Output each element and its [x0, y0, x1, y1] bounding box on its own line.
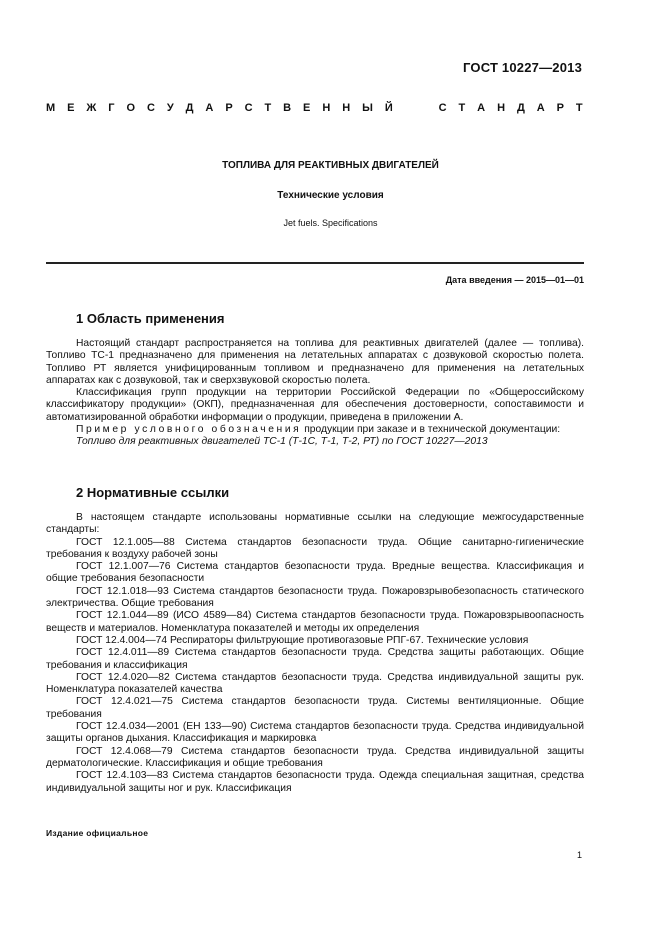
section-1-paragraph-3 — [46, 424, 584, 436]
standard-type-letter: Р — [225, 102, 233, 114]
standard-type-letter: У — [166, 102, 174, 114]
section-2-heading: 2 Нормативные ссылки — [76, 485, 230, 500]
standard-type-letter: Т — [575, 102, 583, 114]
introduction-date: Дата введения — 2015—01—01 — [445, 275, 584, 285]
standard-type-letter: О — [126, 102, 136, 114]
standard-type-letter: Д — [516, 102, 525, 114]
reference-item: ГОСТ 12.4.021—75 Система стандартов безопасности труда. Системы вентиляционные. Общие требования — [46, 696, 584, 720]
gost-number: ГОСТ 10227—2013 — [463, 60, 582, 75]
document-title: ТОПЛИВА ДЛЯ РЕАКТИВНЫХ ДВИГАТЕЛЕЙ — [222, 160, 439, 171]
horizontal-divider — [46, 262, 584, 264]
example-label-rest: продукции при заказе и в технической документации: — [301, 424, 561, 436]
standard-type-letter: Н — [322, 102, 331, 114]
section-2-body — [46, 512, 584, 795]
standard-type-letter: Д — [185, 102, 194, 114]
standard-type-letter: А — [536, 102, 545, 114]
reference-item: ГОСТ 12.4.020—82 Система стандартов безопасности труда. Средства индивидуальной защиты рук. Номенклатура показателей качества — [46, 671, 584, 696]
document-subtitle: Технические условия — [277, 190, 384, 201]
section-1-heading: 1 Область применения — [76, 311, 225, 326]
reference-item: ГОСТ 12.4.034—2001 (ЕН 133—90) Система стандартов безопасности труда. Средства индивидуальной защиты органов дыхания. Классификация и маркировка — [46, 721, 584, 745]
reference-item: ГОСТ 12.1.044—89 (ИСО 4589—84) Система стандартов безопасности труда. Пожаровзрывоопасность веществ и материалов. Номенклатура показателей и методы их определения — [46, 610, 584, 634]
reference-item: ГОСТ 12.4.103—83 Система стандартов безопасности труда. Одежда специальная защитная, средства индивидуальной защиты ног и рук. Классификация — [46, 770, 584, 794]
section-2-intro: В настоящем стандарте использованы нормативные ссылки на следующие межгосударственные стандарты: — [46, 512, 584, 536]
standard-type-letter: Н — [342, 102, 351, 114]
standard-type-heading — [46, 102, 583, 114]
standard-type-letter: Ы — [362, 102, 373, 114]
standard-type-letter: С — [146, 102, 155, 114]
standard-type-letter: Й — [384, 102, 393, 114]
standard-type-letter: Г — [108, 102, 115, 114]
standard-type-letter: С — [244, 102, 253, 114]
standard-type-letter: Р — [556, 102, 564, 114]
standard-type-letter: Н — [497, 102, 506, 114]
page-number: 1 — [576, 850, 582, 860]
section-1-paragraph-2: Классификация групп продукции на территории Российской Федерации по «Общероссийскому классификатору продукции» (ОКП), предназначенная для обеспечения достоверности, сопоставимости и автоматизированной обработки информации о продукции, приведена в приложении А. — [46, 387, 584, 423]
example-label: Пример условного обозначения — [76, 424, 302, 436]
standard-type-letter: Е — [67, 102, 75, 114]
standard-type-letter: С — [438, 102, 447, 114]
standard-type-letter: А — [205, 102, 214, 114]
standard-type-letter: В — [283, 102, 292, 114]
reference-item: ГОСТ 12.4.004—74 Респираторы фильтрующие противогазовые РПГ-67. Технические условия — [76, 634, 529, 646]
standard-type-letter: Ж — [86, 102, 97, 114]
standard-type-letter: Е — [303, 102, 311, 114]
document-title-english: Jet fuels. Specifications — [283, 218, 378, 228]
standard-type-letter: Т — [264, 102, 272, 114]
reference-item: ГОСТ 12.1.007—76 Система стандартов безопасности труда. Вредные вещества. Классификация и общие требования безопасности — [46, 561, 584, 585]
standard-type-letter: Т — [458, 102, 466, 114]
standard-type-letter: М — [46, 102, 56, 114]
reference-item: ГОСТ 12.4.011—89 Система стандартов безопасности труда. Средства защиты работающих. Общие требования и классификация — [46, 647, 584, 671]
section-1-body — [46, 338, 584, 449]
section-1-paragraph-1: Настоящий стандарт распространяется на топлива для реактивных двигателей (далее — топлива). Топливо ТС-1 предназначено для применения на летательных аппаратах с дозвуковой скоростью полета. Топливо РТ является унифицированным топливом и предназначено для применения на летательных аппаратах как с дозвуковой, так и сверхзвуковой скоростью полета. — [46, 338, 584, 386]
section-1-example: Топливо для реактивных двигателей ТС-1 (Т-1С, Т-1, Т-2, РТ) по ГОСТ 10227—2013 — [76, 436, 488, 448]
official-edition-note: Издание официальное — [46, 828, 149, 838]
standard-type-letter: А — [477, 102, 486, 114]
reference-item: ГОСТ 12.1.018—93 Система стандартов безопасности труда. Пожаровзрывобезопасность статического электричества. Общие требования — [46, 585, 584, 610]
word-gap — [405, 102, 427, 114]
reference-item: ГОСТ 12.1.005—88 Система стандартов безопасности труда. Общие санитарно-гигиенические требования к воздуху рабочей зоны — [46, 536, 584, 560]
reference-item: ГОСТ 12.4.068—79 Система стандартов безопасности труда. Средства индивидуальной защиты дерматологические. Классификация и общие требования — [46, 745, 584, 769]
